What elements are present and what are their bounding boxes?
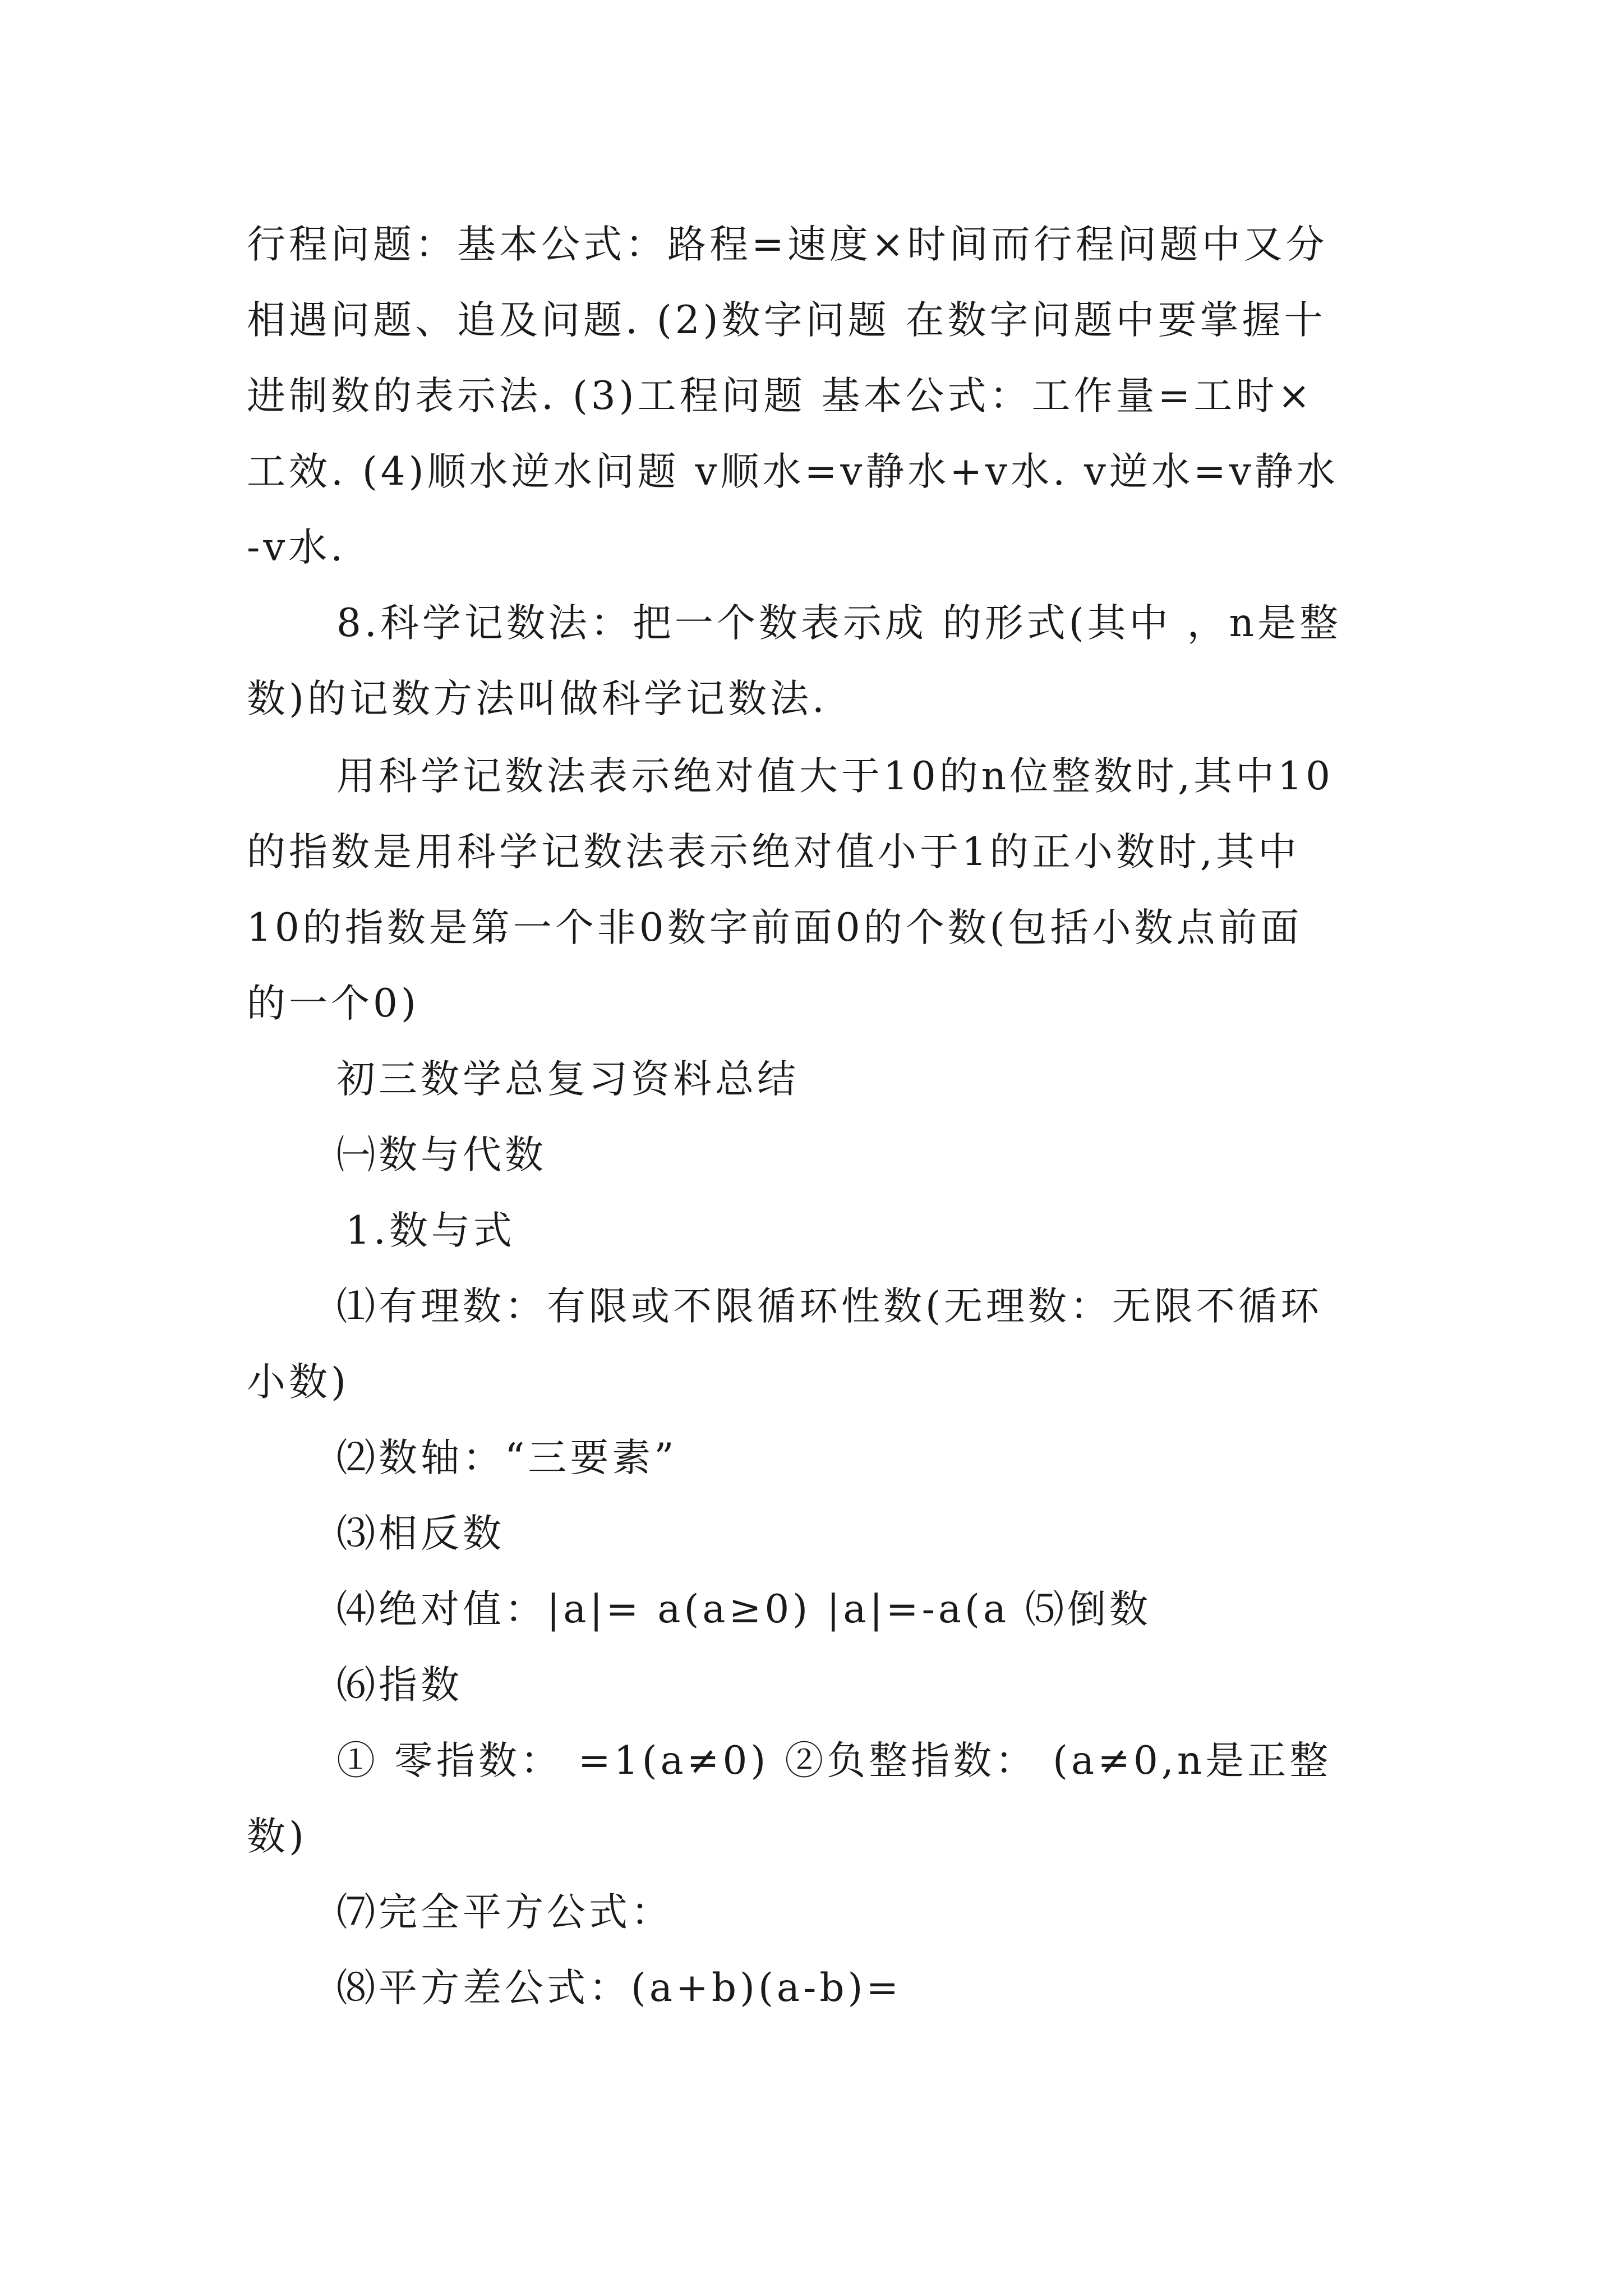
text-line: 的指数是用科学记数法表示绝对值小于1的正小数时,其中	[247, 830, 1300, 875]
list-item: ⑷绝对值：|a|= a(a≥0) |a|=-a(a ⑸倒数	[336, 1587, 1152, 1632]
text-line: 数)的记数方法叫做科学记数法.	[247, 677, 828, 721]
text-line: 数)	[247, 1814, 307, 1859]
list-item: ⑵数轴：“三要素”	[336, 1435, 677, 1480]
list-item: ⑻平方差公式：(a+b)(a-b)=	[336, 1966, 902, 2010]
list-item: ① 零指数： =1(a≠0) ②负整指数： (a≠0,n是正整	[336, 1738, 1332, 1783]
text-line: 工效. (4)顺水逆水问题 v顺水=v静水+v水. v逆水=v静水	[247, 449, 1339, 494]
text-line: -v水.	[247, 525, 347, 570]
text-line: 10的指数是第一个非0数字前面0的个数(包括小数点前面	[247, 905, 1303, 950]
section-heading: ㈠数与代数	[336, 1133, 547, 1177]
text-line: 的一个0)	[247, 981, 419, 1026]
list-item: ⑴有理数：有限或不限循环性数(无理数：无限不循环	[336, 1284, 1322, 1329]
list-item: ⑹指数	[336, 1663, 463, 1708]
subsection-heading: 1.数与式	[345, 1208, 515, 1253]
text-line: 小数)	[247, 1360, 349, 1405]
text-line: 用科学记数法表示绝对值大于10的n位整数时,其中10	[336, 754, 1334, 799]
list-item: ⑺完全平方公式：	[336, 1890, 673, 1935]
text-line: 8.科学记数法：把一个数表示成 的形式(其中 ，n是整	[336, 601, 1342, 646]
text-line: 相遇问题、追及问题. (2)数字问题 在数字问题中要掌握十	[247, 298, 1326, 343]
section-heading: 初三数学总复习资料总结	[336, 1057, 799, 1102]
text-line: 进制数的表示法. (3)工程问题 基本公式：工作量=工时×	[247, 374, 1314, 418]
list-item: ⑶相反数	[336, 1511, 505, 1556]
text-line: 行程问题：基本公式：路程=速度×时间而行程问题中又分	[247, 222, 1328, 267]
